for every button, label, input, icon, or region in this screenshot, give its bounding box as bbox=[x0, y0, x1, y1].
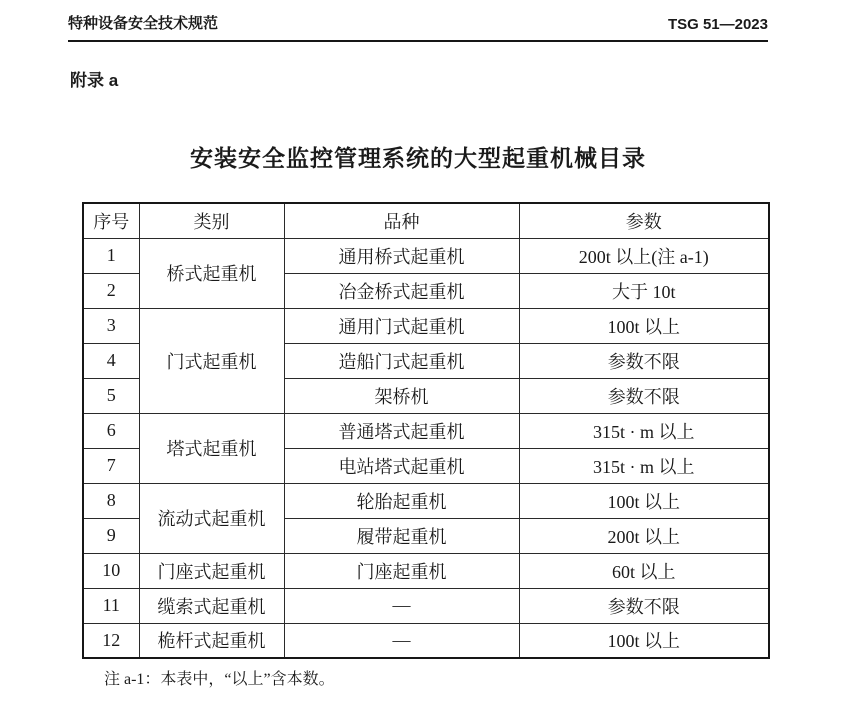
table-column-header: 参数 bbox=[519, 203, 769, 238]
table-cell: 100t 以上 bbox=[519, 308, 769, 343]
table-cell: 9 bbox=[83, 518, 139, 553]
table-cell: 10 bbox=[83, 553, 139, 588]
table-cell: 大于 10t bbox=[519, 273, 769, 308]
table-cell: 缆索式起重机 bbox=[139, 588, 284, 623]
table-row bbox=[83, 413, 769, 448]
appendix-label: 附录 a bbox=[70, 71, 119, 90]
table-cell: 3 bbox=[83, 308, 139, 343]
table-cell: 通用桥式起重机 bbox=[284, 238, 519, 273]
table-cell: 6 bbox=[83, 413, 139, 448]
table-cell: 60t 以上 bbox=[519, 553, 769, 588]
header-right-doc-number: TSG 51—2023 bbox=[667, 16, 768, 33]
table-cell: 门座起重机 bbox=[284, 553, 519, 588]
table-cell: 架桥机 bbox=[284, 378, 519, 413]
table-cell: 1 bbox=[83, 238, 139, 273]
table-cell: 100t 以上 bbox=[519, 483, 769, 518]
table-cell: 12 bbox=[83, 623, 139, 658]
table-cell: 桥式起重机 bbox=[139, 238, 284, 308]
table-cell: 电站塔式起重机 bbox=[284, 448, 519, 483]
table-cell: 4 bbox=[83, 343, 139, 378]
table-cell: 315t · m 以上 bbox=[519, 448, 769, 483]
table-cell: 7 bbox=[83, 448, 139, 483]
footnote: 注 a-1：本表中，“以上”含本数。 bbox=[104, 671, 335, 688]
page-header bbox=[68, 12, 768, 42]
table-column-header: 类别 bbox=[139, 203, 284, 238]
table-cell: 200t 以上(注 a-1) bbox=[519, 238, 769, 273]
table-cell: 2 bbox=[83, 273, 139, 308]
table-cell: 造船门式起重机 bbox=[284, 343, 519, 378]
table-cell: 桅杆式起重机 bbox=[139, 623, 284, 658]
table-cell: 200t 以上 bbox=[519, 518, 769, 553]
table-row bbox=[83, 308, 769, 343]
table-cell: 参数不限 bbox=[519, 378, 769, 413]
table-cell: 11 bbox=[83, 588, 139, 623]
table-row bbox=[83, 553, 769, 588]
crane-catalog-table bbox=[82, 202, 770, 659]
table-column-header: 品种 bbox=[284, 203, 519, 238]
table-cell: 100t 以上 bbox=[519, 623, 769, 658]
table-cell: 门座式起重机 bbox=[139, 553, 284, 588]
table-cell: 参数不限 bbox=[519, 588, 769, 623]
table-cell: 8 bbox=[83, 483, 139, 518]
table-row bbox=[83, 483, 769, 518]
header-left-text: 特种设备安全技术规范 bbox=[68, 15, 219, 32]
table-cell: 门式起重机 bbox=[139, 308, 284, 413]
table-cell: 通用门式起重机 bbox=[284, 308, 519, 343]
table-column-header: 序号 bbox=[83, 203, 139, 238]
table-cell: 5 bbox=[83, 378, 139, 413]
table-cell: 流动式起重机 bbox=[139, 483, 284, 553]
page-title: 安装安全监控管理系统的大型起重机械目录 bbox=[190, 145, 646, 171]
table-cell: 轮胎起重机 bbox=[284, 483, 519, 518]
table-row bbox=[83, 238, 769, 273]
table-cell: 普通塔式起重机 bbox=[284, 413, 519, 448]
table-cell: 参数不限 bbox=[519, 343, 769, 378]
table-row bbox=[83, 588, 769, 623]
table-cell: 315t · m 以上 bbox=[519, 413, 769, 448]
table-header-row bbox=[83, 203, 769, 238]
table-row bbox=[83, 623, 769, 658]
table-cell: — bbox=[284, 623, 519, 658]
table-cell: 履带起重机 bbox=[284, 518, 519, 553]
table-cell: 塔式起重机 bbox=[139, 413, 284, 483]
table-cell: — bbox=[284, 588, 519, 623]
table-cell: 冶金桥式起重机 bbox=[284, 273, 519, 308]
